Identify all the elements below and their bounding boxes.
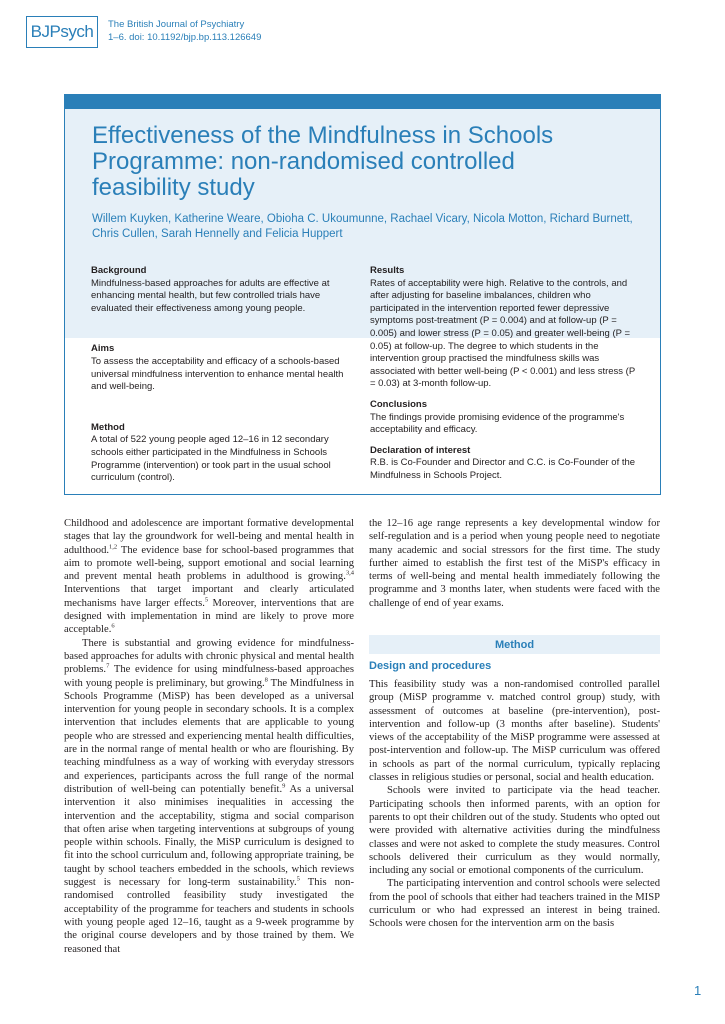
article-authors: Willem Kuyken, Katherine Weare, Obioha C. Ukoumunne, Rachael Vicary, Nicola Motton, Richard Burnett, Chris Cullen, Sarah Hennelly and Felicia Huppert: [92, 213, 633, 240]
body-left-column: [64, 517, 354, 956]
method-text: A total of 522 young people aged 12–16 in 12 secondary schools either participated in the Mindfulness in Schools Programme (intervention) or took part in the usual school curriculum (control).: [91, 434, 331, 484]
section-heading: Method: [494, 638, 535, 651]
aims-text: To assess the acceptability and efficacy of a schools-based universal mindfulness intervention to enhance mental health and well-being.: [91, 355, 344, 393]
conclusions-text: The findings provide promising evidence of the programme's acceptability and efficacy.: [370, 411, 625, 436]
abstract-left-column: [91, 265, 345, 485]
body-paragraph: This feasibility study was a non-randomised controlled parallel group (MiSP programme v. matched control group) study, with assessment of outcomes at baseline (pre-intervention), post-intervention and follow-up (3 months after baseline). Students' views of the acceptability of the MiSP programme were assessed at post-intervention and follow-up. The MiSP curriculum was offered in schools as part of the normal curriculum, typically replacing classes in religious studies or personal, social and health education.: [369, 679, 660, 784]
abstract-top-bar: [65, 95, 660, 109]
article-title: Effectiveness of the Mindfulness in Schools Programme: non-randomised controlled feasibility study: [92, 122, 554, 201]
results-heading: Results: [370, 265, 405, 276]
subsection-heading: Design and procedures: [369, 660, 492, 672]
body-paragraph: Childhood and adolescence are important formative developmental stages that lay the groundwork for well-being and mental health in adulthood.$^{1,2}$ The evidence base for school-based programmes that aim to promote well-being, support emotional and social learning and prevent mental heath problems in adulthood is growing.$^{3,4}$ Interventions that target important and clearly articulated mechanisms have larger effects.$^5$ Moreover, interventions that are designed with implementation in mind are likely to prove more acceptable.$^6$: [64, 518, 354, 636]
background-text: Mindfulness-based approaches for adults are effective at enhancing mental health, but few controlled trials have evaluated their effectiveness among young people.: [91, 277, 330, 314]
section-heading-bar: [369, 635, 660, 654]
page-number: 1: [694, 983, 702, 998]
body-paragraph: Schools were invited to participate via the head teacher. Participating schools then informed parents, with an option for parents to opt their children out of the study. Students who opted out were provided with alternative activities during the mindfulness classes and were not asked to complete the study measures. Control schools delivered their curriculum as they would normally, including any social or emotional components of the curriculum.: [369, 785, 660, 877]
abstract-box: [64, 94, 661, 495]
body-right-column-bottom: [369, 678, 660, 931]
journal-logo: [26, 16, 98, 48]
journal-doi: 1–6. doi: 10.1192/bjp.bp.113.126649: [108, 32, 262, 43]
body-paragraph: There is substantial and growing evidence for mindfulness-based approaches for adults with chronic physical and mental health problems.$^7$ The evidence for using mindfulness-based approaches with young people is preliminary, but growing.$^8$ The Mindfulness in Schools Programme (MiSP) has been developed as a universal intervention for young people in secondary schools. It is a complex intervention that includes elements that are applicable to young people who are stressed and experiencing mental health difficulties, are in the normal range of mental health or who are flourishing. By teaching mindfulness as a way of working with everyday stressors and experiences, participants across the full range of the normal distribution of well-being can potentially benefit.$^9$ As a universal intervention it also minimises inequalities in accessing the intervention and the acceptability, stigma and social comparison that often arise when targeting interventions at subgroups of young people within schools. Finally, the MiSP curriculum is designed to fit into the school curriculum and, following appropriate training, be taught by school teachers embedded in the schools, which reviews suggest is necessary for long-term sustainability.$^5$ This non-randomised controlled feasibility study investigated the acceptability of the programme for teachers and students in schools with young people aged 12–16, taught as a 9-week programme by the original course developers and by those trained by them. We reasoned that: [64, 637, 355, 955]
declaration-text: R.B. is Co-Founder and Director and C.C. is Co-Founder of the Mindfulness in Schools Project.: [370, 457, 636, 481]
results-text: Rates of acceptability were high. Relative to the controls, and after adjusting for baseline imbalances, children who participated in the intervention reported fewer depressive symptoms post-treatment (P = 0.004) and at follow-up (P = 0.005) and lower stress (P = 0.05) and greater well-being (P = 0.05) at follow-up. The degree to which students in the intervention group practised the mindfulness skills was associated with better well-being (P < 0.001) and less stress (P = 0.03) at 3-month follow-up.: [370, 277, 635, 390]
body-right-column-top: [369, 517, 660, 610]
journal-name: The British Journal of Psychiatry: [108, 19, 245, 30]
journal-logo-text: BJPsych: [30, 22, 94, 41]
declaration-heading: Declaration of interest: [370, 444, 471, 456]
aims-heading: Aims: [91, 343, 115, 355]
method-heading: Method: [91, 421, 125, 433]
body-paragraph: The participating intervention and control schools were selected from the pool of schools that either had teachers trained in the MISP curriculum or who had expressed an interest in being trained. Schools were chosen for the intervention arm on the basis: [369, 878, 660, 930]
abstract-right-column: [370, 265, 636, 483]
conclusions-heading: Conclusions: [370, 398, 428, 410]
body-paragraph: the 12–16 age range represents a key developmental window for self-regulation and is a period when young people need to negotiate many academic and social stressors for the first time. The study further aimed to establish the first test of the MiSP's efficacy in terms of well-being and mental health immediately following the programme and 3 months later, when students were faced with the challenge of end of year exams.: [369, 518, 660, 609]
background-heading: Background: [91, 265, 147, 276]
